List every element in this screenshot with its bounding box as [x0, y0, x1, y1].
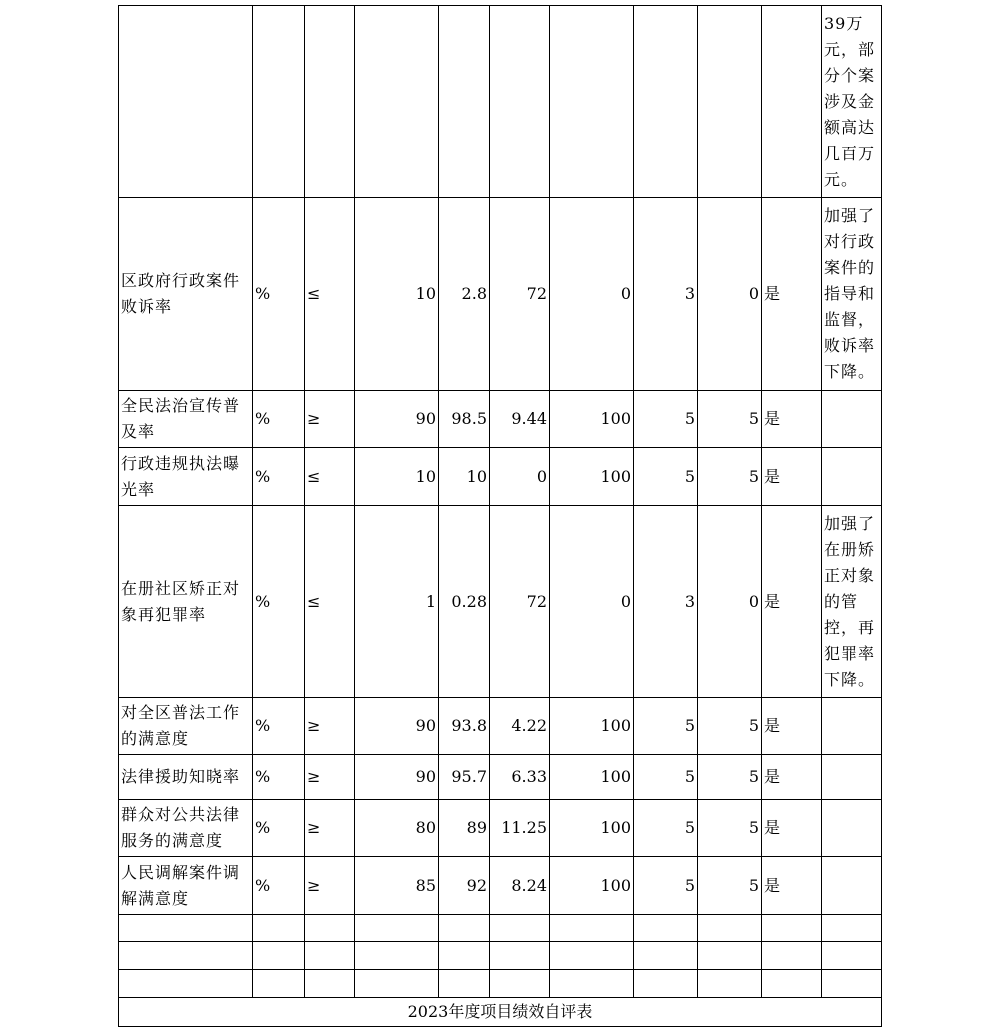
empty-cell [698, 970, 762, 998]
operator-cell: ≥ [305, 800, 355, 857]
indicator-name: 法律援助知晓率 [119, 755, 253, 800]
empty-cell [634, 970, 698, 998]
empty-cell [550, 942, 634, 970]
operator-cell: ≤ [305, 448, 355, 506]
note-cell [822, 698, 882, 755]
empty-cell [119, 942, 253, 970]
actual-value [439, 6, 490, 198]
actual-value: 93.8 [439, 698, 490, 755]
table-body [119, 6, 882, 1027]
empty-cell [439, 942, 490, 970]
unit-cell: % [253, 755, 305, 800]
target-value: 90 [355, 391, 439, 448]
empty-cell [550, 970, 634, 998]
empty-cell [490, 915, 550, 942]
target-value: 90 [355, 755, 439, 800]
note-cell [822, 448, 882, 506]
empty-cell [822, 970, 882, 998]
table-row [119, 198, 882, 391]
unit-cell: % [253, 448, 305, 506]
weight-cell: 5 [634, 800, 698, 857]
note-cell [822, 755, 882, 800]
value-cell-4: 100 [550, 755, 634, 800]
value-cell-4: 100 [550, 448, 634, 506]
empty-cell [762, 915, 822, 942]
note-cell: 加强了对行政案件的指导和监督，败诉率下降。 [822, 198, 882, 391]
target-value: 90 [355, 698, 439, 755]
achieved-cell: 是 [762, 198, 822, 391]
actual-value: 95.7 [439, 755, 490, 800]
operator-cell: ≥ [305, 857, 355, 915]
achieved-cell: 是 [762, 755, 822, 800]
unit-cell: % [253, 506, 305, 698]
achieved-cell: 是 [762, 506, 822, 698]
note-cell: 39万元，部分个案涉及金额高达几百万元。 [822, 6, 882, 198]
achieved-cell: 是 [762, 391, 822, 448]
indicator-name: 行政违规执法曝光率 [119, 448, 253, 506]
target-value: 10 [355, 198, 439, 391]
indicator-name: 人民调解案件调解满意度 [119, 857, 253, 915]
score-cell: 5 [698, 391, 762, 448]
indicator-name: 区政府行政案件败诉率 [119, 198, 253, 391]
unit-cell: % [253, 800, 305, 857]
weight-cell: 5 [634, 448, 698, 506]
table-row [119, 698, 882, 755]
indicator-name: 在册社区矫正对象再犯罪率 [119, 506, 253, 698]
empty-cell [305, 915, 355, 942]
value-cell-4: 100 [550, 800, 634, 857]
unit-cell: % [253, 698, 305, 755]
indicator-name: 对全区普法工作的满意度 [119, 698, 253, 755]
indicator-name: 全民法治宣传普及率 [119, 391, 253, 448]
empty-cell [119, 970, 253, 998]
weight-cell: 3 [634, 198, 698, 391]
achieved-cell: 是 [762, 448, 822, 506]
achieved-cell: 是 [762, 800, 822, 857]
empty-cell [762, 970, 822, 998]
empty-cell [355, 942, 439, 970]
operator-cell: ≥ [305, 391, 355, 448]
empty-cell [698, 942, 762, 970]
empty-row [119, 942, 882, 970]
empty-cell [822, 942, 882, 970]
achieved-cell [762, 6, 822, 198]
score-cell: 0 [698, 198, 762, 391]
target-value: 80 [355, 800, 439, 857]
target-value: 1 [355, 506, 439, 698]
target-value [355, 6, 439, 198]
actual-value: 89 [439, 800, 490, 857]
actual-value: 10 [439, 448, 490, 506]
table-row [119, 755, 882, 800]
table-footer-title: 2023年度项目绩效自评表 [119, 998, 882, 1027]
weight-cell [634, 6, 698, 198]
operator-cell [305, 6, 355, 198]
empty-cell [490, 970, 550, 998]
score-cell: 5 [698, 698, 762, 755]
table-row [119, 506, 882, 698]
score-cell: 5 [698, 755, 762, 800]
operator-cell: ≤ [305, 506, 355, 698]
score-cell: 5 [698, 800, 762, 857]
unit-cell [253, 6, 305, 198]
score-cell [698, 6, 762, 198]
weight-cell: 5 [634, 698, 698, 755]
operator-cell: ≥ [305, 755, 355, 800]
empty-cell [305, 970, 355, 998]
empty-cell [253, 915, 305, 942]
empty-cell [762, 942, 822, 970]
actual-value: 98.5 [439, 391, 490, 448]
value-cell-3: 4.22 [490, 698, 550, 755]
achieved-cell: 是 [762, 698, 822, 755]
note-cell [822, 857, 882, 915]
actual-value: 92 [439, 857, 490, 915]
value-cell-3 [490, 6, 550, 198]
score-cell: 5 [698, 857, 762, 915]
unit-cell: % [253, 198, 305, 391]
indicator-name: 群众对公共法律服务的满意度 [119, 800, 253, 857]
operator-cell: ≥ [305, 698, 355, 755]
empty-cell [634, 915, 698, 942]
actual-value: 0.28 [439, 506, 490, 698]
value-cell-4: 0 [550, 506, 634, 698]
weight-cell: 5 [634, 755, 698, 800]
value-cell-3: 8.24 [490, 857, 550, 915]
table-row [119, 857, 882, 915]
note-cell [822, 391, 882, 448]
value-cell-4: 0 [550, 198, 634, 391]
target-value: 10 [355, 448, 439, 506]
empty-cell [439, 970, 490, 998]
empty-cell [355, 970, 439, 998]
achieved-cell: 是 [762, 857, 822, 915]
weight-cell: 5 [634, 391, 698, 448]
empty-cell [119, 915, 253, 942]
value-cell-3: 6.33 [490, 755, 550, 800]
weight-cell: 3 [634, 506, 698, 698]
value-cell-4: 100 [550, 698, 634, 755]
footer-row [119, 998, 882, 1027]
unit-cell: % [253, 857, 305, 915]
table-row [119, 448, 882, 506]
empty-cell [305, 942, 355, 970]
target-value: 85 [355, 857, 439, 915]
value-cell-4: 100 [550, 857, 634, 915]
empty-cell [355, 915, 439, 942]
indicator-name [119, 6, 253, 198]
empty-row [119, 915, 882, 942]
empty-cell [490, 942, 550, 970]
note-cell [822, 800, 882, 857]
note-cell: 加强了在册矫正对象的管控，再犯罪率下降。 [822, 506, 882, 698]
score-cell: 5 [698, 448, 762, 506]
table-row [119, 6, 882, 198]
empty-cell [634, 942, 698, 970]
value-cell-3: 72 [490, 506, 550, 698]
empty-cell [253, 970, 305, 998]
weight-cell: 5 [634, 857, 698, 915]
value-cell-3: 11.25 [490, 800, 550, 857]
value-cell-4 [550, 6, 634, 198]
value-cell-3: 72 [490, 198, 550, 391]
empty-cell [439, 915, 490, 942]
table-row [119, 800, 882, 857]
value-cell-3: 9.44 [490, 391, 550, 448]
value-cell-3: 0 [490, 448, 550, 506]
empty-row [119, 970, 882, 998]
operator-cell: ≤ [305, 198, 355, 391]
value-cell-4: 100 [550, 391, 634, 448]
table-row [119, 391, 882, 448]
empty-cell [822, 915, 882, 942]
empty-cell [253, 942, 305, 970]
actual-value: 2.8 [439, 198, 490, 391]
unit-cell: % [253, 391, 305, 448]
performance-table [118, 5, 882, 1027]
empty-cell [698, 915, 762, 942]
score-cell: 0 [698, 506, 762, 698]
empty-cell [550, 915, 634, 942]
